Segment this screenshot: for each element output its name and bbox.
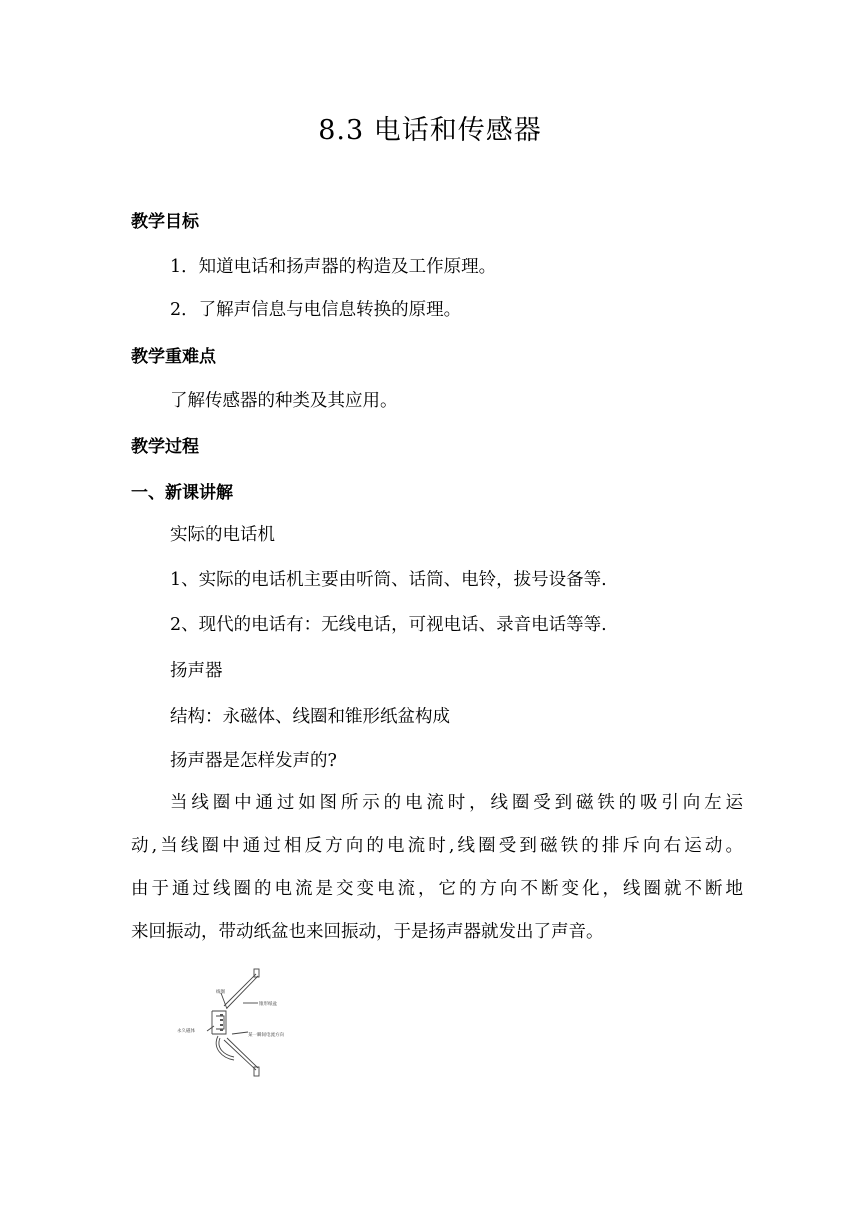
- speaker-question: 扬声器是怎样发声的?: [170, 751, 337, 771]
- key-points-heading: 教学重难点: [131, 347, 216, 367]
- section1-heading: 一、新课讲解: [131, 483, 233, 503]
- speaker-structure: 结构：永磁体、线圈和锥形纸盆构成: [170, 707, 450, 727]
- figure-label-magnet: 永久磁体: [177, 1029, 195, 1034]
- objectives-heading: 教学目标: [131, 212, 199, 232]
- speaker-diagram: [172, 966, 292, 1082]
- phone-item-2: 2、现代的电话有：无线电话，可视电话、录音电话等等.: [170, 615, 607, 635]
- objective-item-1: 1．知道电话和扬声器的构造及工作原理。: [170, 257, 497, 277]
- objective-item-2: 2．了解声信息与电信息转换的原理。: [170, 300, 462, 320]
- key-points-text: 了解传感器的种类及其应用。: [170, 391, 398, 411]
- figure-label-current: 某一瞬间电流方向: [248, 1033, 284, 1038]
- explanation-line: 当线圈中通过如图所示的电流时，线圈受到磁铁的吸引向左运: [170, 793, 743, 813]
- page-title: 8.3 电话和传感器: [318, 115, 542, 146]
- explanation-line: 由于通过线圈的电流是交变电流，它的方向不断变化，线圈就不断地: [131, 879, 743, 899]
- phone-heading: 实际的电话机: [170, 525, 275, 545]
- figure-label-cone: 锥形纸盆: [259, 1002, 277, 1007]
- explanation-line: 来回振动，带动纸盆也来回振动，于是扬声器就发出了声音。: [131, 922, 604, 942]
- speaker-heading: 扬声器: [170, 661, 223, 681]
- phone-item-1: 1、实际的电话机主要由听筒、话筒、电铃，拔号设备等.: [170, 570, 607, 590]
- figure-label-coil: 线圈: [216, 990, 225, 995]
- process-heading: 教学过程: [131, 437, 199, 457]
- explanation-line: 动,当线圈中通过相反方向的电流时,线圈受到磁铁的排斥向右运动。: [131, 836, 743, 856]
- speaker-explanation: [131, 782, 743, 954]
